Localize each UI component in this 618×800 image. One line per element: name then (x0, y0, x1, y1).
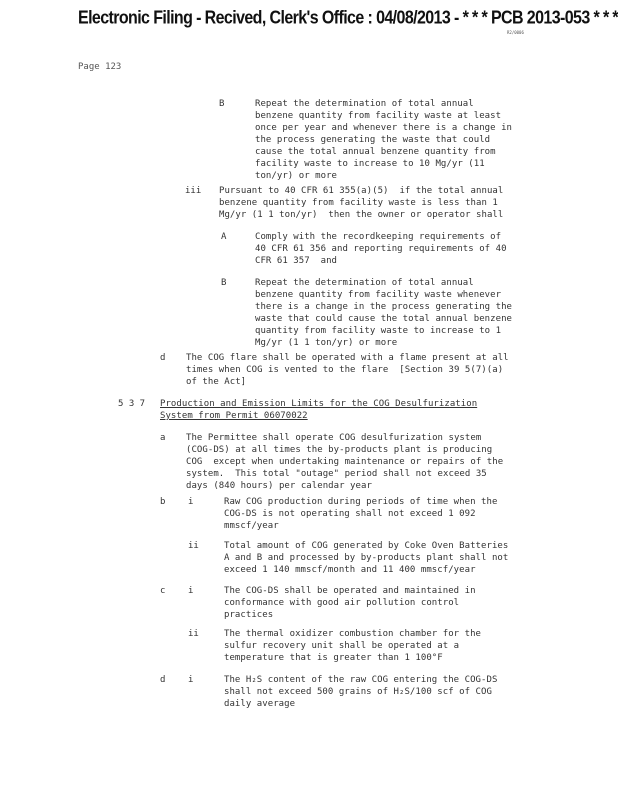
item-line: The thermal oxidizer combustion chamber for the (224, 629, 482, 639)
item-label: b (160, 497, 166, 507)
item-line: there is a change in the process generating the (255, 302, 513, 312)
item-label: c (160, 586, 166, 596)
item-line: shall not exceed 500 grains of H₂S/100 scf of COG (224, 687, 492, 697)
item-line: days (840 hours) per calendar year (186, 481, 372, 491)
item-line: COG except when undertaking maintenance or repairs of the (186, 457, 504, 467)
item-line: conformance with good air pollution control (224, 598, 460, 608)
item-line: benzene quantity from facility waste at least (255, 111, 502, 121)
item-line: CFR 61 357 and (255, 256, 338, 266)
item-line: COG-DS is not operating shall not exceed 1 092 (224, 509, 476, 519)
item-label: B (221, 278, 227, 288)
section-heading: Production and Emission Limits for the COG Desulfurization (160, 399, 478, 409)
item-label: d (160, 353, 166, 363)
item-line: Mg/yr (1 1 ton/yr) then the owner or operator shall (219, 210, 504, 220)
item-line: exceed 1 140 mmscf/month and 11 400 mmscf/year (224, 565, 476, 575)
item-label: ii (188, 629, 199, 639)
item-sublabel: i (188, 586, 194, 596)
item-line: Total amount of COG generated by Coke Oven Batteries (224, 541, 509, 551)
item-label: iii (185, 186, 202, 196)
filing-stamp-header: Electronic Filing - Recived, Clerk's Office : 04/08/2013 - * * * PCB 2013-053 * * * (78, 8, 618, 29)
item-line: Pursuant to 40 CFR 61 355(a)(5) if the total annual (219, 186, 504, 196)
item-line: system. This total "outage" period shall not exceed 35 (186, 469, 487, 479)
item-line: The COG-DS shall be operated and maintained in (224, 586, 476, 596)
item-line: Comply with the recordkeeping requirements of (255, 232, 502, 242)
item-line: waste that could cause the total annual benzene (255, 314, 513, 324)
section-heading: System from Permit 06070022 (160, 411, 308, 421)
item-line: The Permittee shall operate COG desulfurization system (186, 433, 482, 443)
page-number: Page 123 (78, 62, 122, 72)
item-line: times when COG is vented to the flare [Section 39 5(7)(a) (186, 365, 504, 375)
item-line: cause the total annual benzene quantity from (255, 147, 496, 157)
item-label: A (221, 232, 227, 242)
item-line: Raw COG production during periods of time when the (224, 497, 498, 507)
item-label: a (160, 433, 166, 443)
item-line: quantity from facility waste to increase to 1 (255, 326, 502, 336)
item-line: daily average (224, 699, 296, 709)
item-line: the process generating the waste that could (255, 135, 491, 145)
small-stamp: R2/0006 (507, 30, 524, 35)
item-line: A and B and processed by by-products plant shall not (224, 553, 509, 563)
item-line: (COG-DS) at all times the by-products plant is producing (186, 445, 493, 455)
item-line: Mg/yr (1 1 ton/yr) or more (255, 338, 398, 348)
item-line: Repeat the determination of total annual (255, 99, 474, 109)
item-line: benzene quantity from facility waste is less than 1 (219, 198, 498, 208)
item-line: temperature that is greater than 1 100°F (224, 653, 443, 663)
item-sublabel: i (188, 497, 194, 507)
item-line: of the Act] (186, 377, 247, 387)
item-line: sulfur recovery unit shall be operated at a (224, 641, 460, 651)
item-label: d (160, 675, 166, 685)
item-label: B (219, 99, 225, 109)
section-number: 5 3 7 (118, 399, 146, 409)
item-line: practices (224, 610, 274, 620)
item-line: mmscf/year (224, 521, 279, 531)
item-line: once per year and whenever there is a change in (255, 123, 513, 133)
item-line: Repeat the determination of total annual (255, 278, 474, 288)
item-label: ii (188, 541, 199, 551)
item-sublabel: i (188, 675, 194, 685)
item-line: benzene quantity from facility waste whenever (255, 290, 502, 300)
item-line: The COG flare shall be operated with a flame present at all (186, 353, 509, 363)
item-line: ton/yr) or more (255, 171, 338, 181)
item-line: 40 CFR 61 356 and reporting requirements of 40 (255, 244, 507, 254)
item-line: The H₂S content of the raw COG entering the COG-DS (224, 675, 498, 685)
item-line: facility waste to increase to 10 Mg/yr (11 (255, 159, 485, 169)
